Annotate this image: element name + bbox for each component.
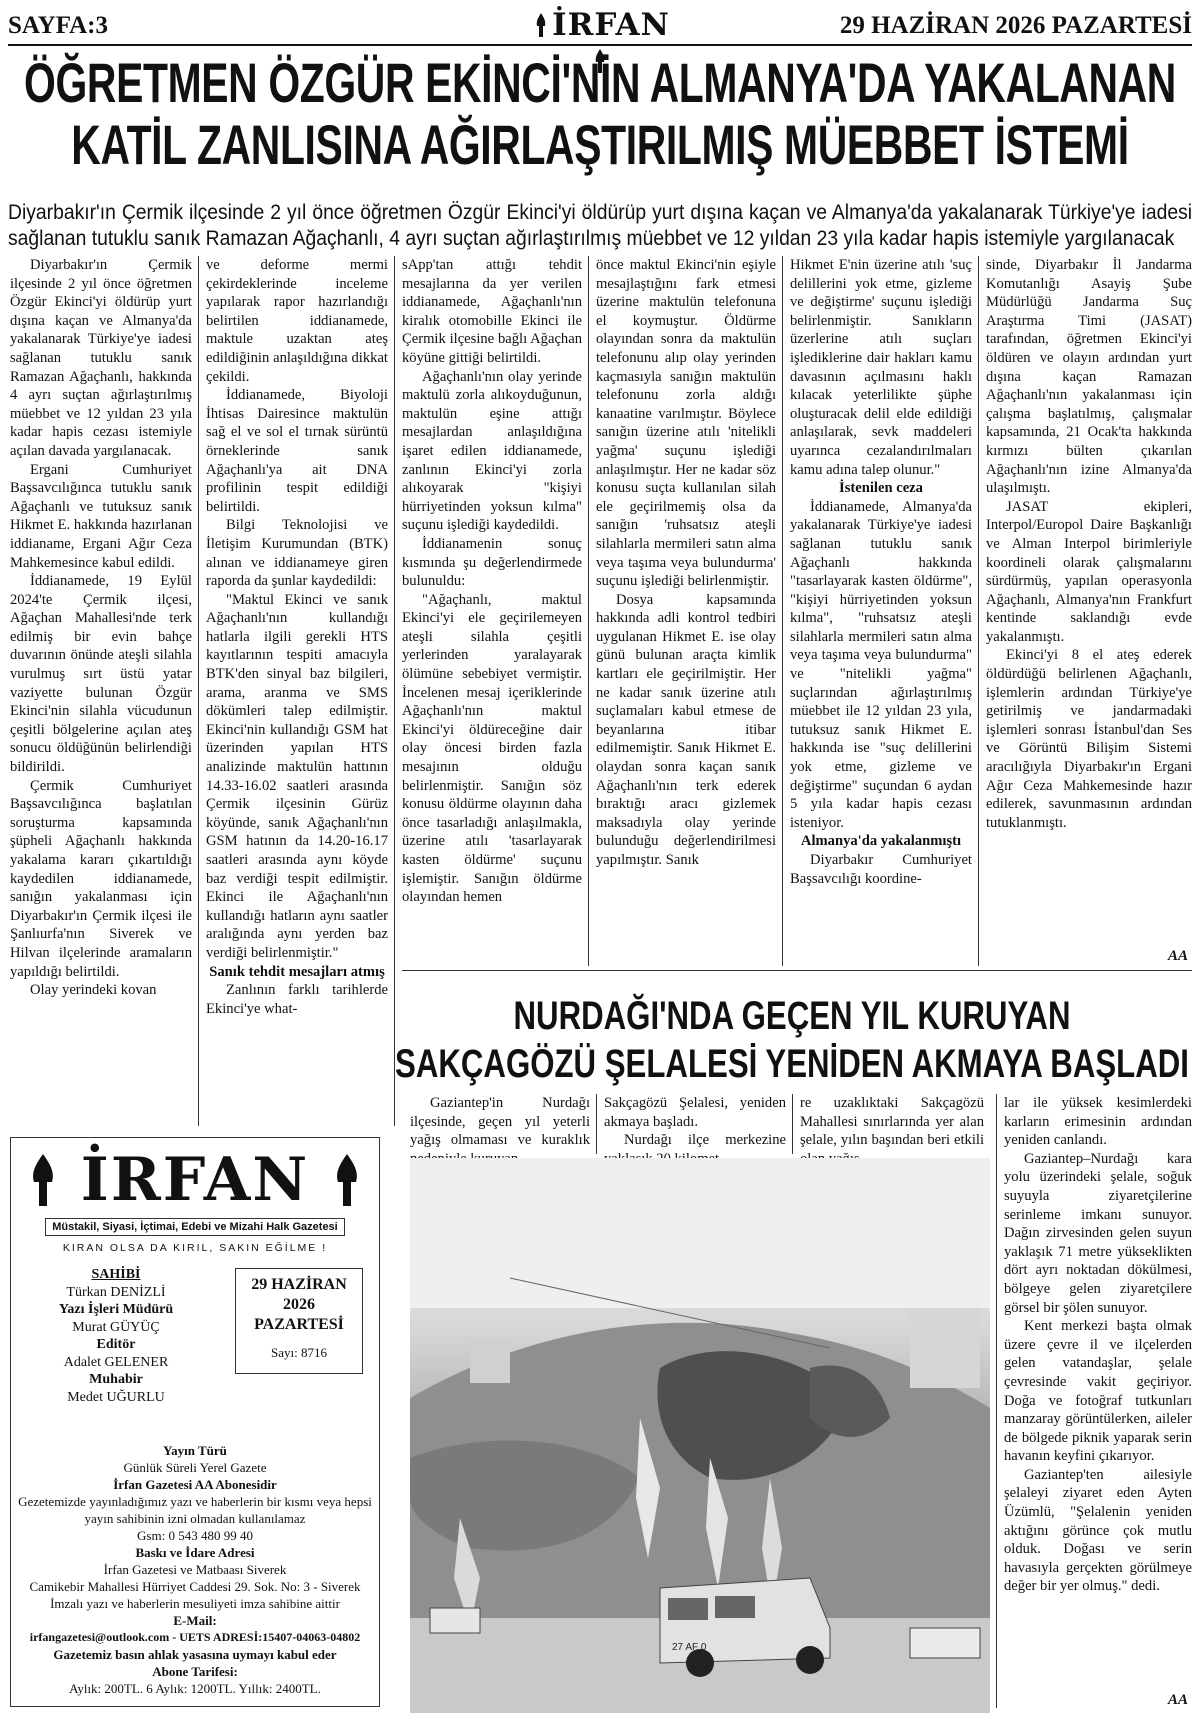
print-line-2: Camikebir Mahallesi Hürriyet Caddesi 29. Sok. No: 3 - Siverek [29,1579,361,1594]
page-number: SAYFA:3 [8,12,109,39]
reporter-name: Medet UĞURLU [67,1389,165,1405]
subheading: Almanya'da yakalanmıştı [800,833,962,850]
subscription-rates: Aylık: 200TL. 6 Aylık: 1200TL. Yıllık: 2400TL. [69,1681,321,1696]
article1-column-5 [790,256,972,966]
paragraph: sinde, Diyarbakır İl Jandarma Komutanlığı Asayiş Şube Müdürlüğü Jandarma Suç Araştırma Timi (JASAT) tarafından, öğretmen Ekinci'yi öldüren ve olayın ardından yurt dışına kaçan Ramazan Ağaçhanlı'nın yakalanması için çalışma başlatılmış, çalışmalar kapsamında, 21 Ocak'ta hakkında kırmızı bülten çıkarılan Ağaçhanlı'nın izine Almanya'da ulaşılmıştı. [986,257,1192,497]
imprint-logo [11,1145,379,1215]
imprint-box [10,1137,380,1707]
aa-subscriber: İrfan Gazetesi AA Abonesidir [113,1477,277,1492]
paragraph: Dosya kapsamında hakkında adli kontrol tedbiri uygulanan Hikmet E. ise olay günü bulunan araçta kimlik kartları ele geçirilmiştir. Her ne kadar sanık üzerine atılı suçlamaları kabul etmese de beyanlarına itibar edilmemiştir. Sanık Hikmet E. olaydan sonra kaçan sanık Ağaçhanlı'nın terk ederek bıraktığı aracı gizlemek maksadıyla olay yerinde bulunduğu değerlendirilmesi yapılmıştır. Sanık [596,591,776,868]
paragraph: lar ile yüksek kesimlerdeki karların erimesinin ardından yeniden canlandı. [1004,1095,1192,1149]
owner-name: Türkan DENİZLİ [66,1284,166,1300]
column-rule [996,1094,997,1708]
vehicle-plate-text: 27 AF 0 [672,1642,707,1653]
print-label: Baskı ve İdare Adresi [135,1545,255,1560]
column-rule [596,1094,597,1154]
article2-column-3 [800,1094,984,1156]
article-divider [402,970,1192,971]
subheading: Sanık tehdit mesajları atmış [209,963,385,980]
article1-deck-text: Diyarbakır'ın Çermik ilçesinde 2 yıl önce öğretmen Özgür Ekinci'yi öldürüp yurt dışına kaçan ve Almanya'da yakalanarak Türkiye'ye iadesi sağlanan tutuklu sanık Ramazan Ağaçhanlı, 4 ayrı suçtan ağırlaştırılmış müebbet ve 12 yıldan 23 yıla kadar hapis istemiyle yargılanacak [8,201,1193,250]
article1-column-2 [206,256,388,1126]
torch-icon [28,1154,58,1206]
imprint-staff [11,1266,221,1406]
article1-column-6 [986,256,1192,950]
print-line-1: İrfan Gazetesi ve Matbaası Siverek [103,1562,287,1577]
article1-headline [24,51,1176,176]
editor-label: Yazı İşleri Müdürü [58,1302,174,1317]
paragraph: Sakçagözü Şelalesi, yeniden akmaya başladı. [604,1095,786,1130]
article2-headline [395,992,1189,1088]
article1-signature: AA [1168,948,1189,964]
email-address: irfangazetesi@outlook.com - UETS ADRESİ:15407-04063-04802 [29,1630,361,1644]
paragraph: İddianamede, Almanya'da yakalanarak Türkiye'ye iadesi sağlanan tutuklu sanık Ağaçhanlı hakkında "tasarlayarak kasten öldürme", "kişiyi hürriyetinden yoksun kılma", "ruhsatsız ateşli silahlarla mermileri satın alma veya taşıma veya bulundurma" ve "nitelikli yağma" suçlarından ağırlaştırılmış müebbet ile 12 yıldan 23 yıla, tutuksuz sanık Hikmet E. hakkında ise "suç delillerini yok etme, gizleme ve değiştirme" suçundan 6 aydan 5 yıla kadar hapis cezası isteniyor. [790,498,972,831]
paragraph: ve deforme mermi çekirdeklerinde inceleme yapılarak rapor hazırlandığı belirtilen iddianamede, maktule uzaktan ateş edildiğinin anlaşıldığına dikkat çekildi. [206,257,388,385]
paragraph: Olay yerindeki kovan [30,982,157,999]
article2-column-4 [1004,1094,1192,1690]
article1-column-1 [10,256,192,1126]
article1-headline-line2: KATİL ZANLISINA AĞIRLAŞTIRILMIŞ MÜEBBET İSTEMİ [71,112,1129,176]
imprint-datebox [235,1268,363,1374]
article2-signature: AA [1168,1692,1189,1708]
paragraph: Ağaçhanlı'nın olay yerinde maktulü zorla alıkoyduğunun, maktulün eşine attığı mesajlardan anlaşıldığına işaret edilen iddianamede, zanlının Ekinci'yi zorla alıkoyarak "kişiyi hürriyetinden yoksun kılma" suçunu işlediği kaydedildi. [402,368,582,534]
paragraph: İddianamede, 19 Eylül 2024'te Çermik ilçesi, Ağaçhan Mahallesi'nde terk edilmiş bir evin bahçe duvarının önünde ateşli silahla vurulmuş sırt üstü yatar vaziyette bulunan Özgür Ekinci'nin silahla vücudunun çeşitli bölgelerine açılan ateş sonucu öldüğünün belirlendiği bildirildi. [10,573,192,776]
column-rule [198,256,199,1126]
paragraph: Çermik Cumhuriyet Başsavcılığınca başlatılan soruşturma kapsamında şüpheli Ağaçhanlı hakkında yakalama kararı çıkartıldığı kaydedilen iddianamede, sanığın yakalanması için Diyarbakır'ın Çermik ilçesi ile Şanlıurfa'nın Siverek ve Hilvan ilçelerinde aramaların yapıldığı belirtildi. [10,777,192,980]
date-day-month: 29 HAZİRAN [251,1276,347,1293]
paragraph: Ergani Cumhuriyet Başsavcılığınca tutuklu sanık Ağaçhanlı ve tutuksuz sanık Hikmet E. hakkında hazırlanan iddianame, Ergani Ağır Ceza Mahkemesince kabul edildi. [10,461,192,571]
article2-column-1 [410,1094,590,1156]
date-year: 2026 [283,1296,315,1313]
date-weekday: PAZARTESİ [254,1316,344,1333]
paragraph: sApp'tan attığı tehdit mesajlarına da yer verilen iddianamede, Ağaçhanlı'nın kiralık otomobille Ekinci ile Çermik ilçesine bağlı Ağaçhan köyüne gittiği belirtildi. [402,257,582,366]
email-label: E-Mail: [173,1613,217,1628]
subscription-label: Abone Tarifesi: [152,1664,238,1679]
masthead [8,6,1192,46]
imprint-motto: KIRAN OLSA DA KIRIL, SAKIN EĞİLME ! [62,1242,328,1254]
editor-name: Murat GÜYÜÇ [72,1319,160,1335]
paragraph: Diyarbakır'ın Çermik ilçesinde 2 yıl önce öğretmen Özgür Ekinci'yi öldürüp yurt dışına kaçan ve Almanya'da yakalanarak Türkiye'ye iadesi sağlanan tutuklu sanık Ramazan Ağaçhanlı, hakkında 4 ayrı suçtan ağırlaştırılmış müebbet ve 12 yıldan 23 yıla kadar hapis cezası istemiyle açılan davada yargılanacak. [10,257,192,459]
ethics-statement: Gazetemiz basın ahlak yasasına uymayı kabul eder [53,1647,337,1662]
column-rule [782,256,783,966]
paragraph: JASAT ekipleri, Interpol/Europol Daire Başkanlığı ve Alman Interpol birimleriyle koordineli olarak çalışmalarını sürdürmüş, yapılan operasyonla Ağaçhanlı, Almanya'nın Frankfurt kentinde saklandığı evde yakalanmıştı. [986,498,1192,645]
paragraph: Hikmet E'nin üzerine atılı 'suç delillerini yok etme, gizleme ve değiştirme' suçunu işlediği belirlenmiştir. Sanıkların üzerlerine atılı suçları işlediklerine dair hakları kamu davasının açılmasını haklı kılacak yeterlilikte şüphe oluşturacak delil elde edildiği anlaşılarak, sevk maddeleri uyarınca cezalandırılmaları kamu adına talep olunur." [790,257,972,478]
waterfall-photo [410,1158,990,1713]
paragraph: İddianamenin sonuç kısmında şu değerlendirmede bulunuldu: [402,535,582,590]
imprint-info [17,1442,373,1697]
article1-column-3 [402,256,582,966]
masthead-date: 29 HAZİRAN 2026 PAZARTESİ [839,12,1192,39]
paragraph: Nurdağı ilçe merkezine [624,1132,786,1149]
paragraph: Gaziantep'in Nurdağı ilçesinde, geçen yıl yeterli yağış olmaması ve kuraklık [410,1095,590,1149]
paragraph: "Maktul Ekinci ve sanık Ağaçhanlı'nın kullandığı hatlarla ilgili gerekli HTS kayıtlarının tespiti amacıyla BTK'den sinyal baz bilgileri, arama, aranma ve SMS dökümleri talep edilmiştir. Ekinci'nin kullandığı GSM hat üzerinden yapılan HTS analizinde maktulün hattının 14.33-16.02 saatleri arasında Çermik ilçesinin Gürüz köyünde, sanık Ağaçhanlı'nın GSM hatının da 14.20-16.17 saatleri arasında aynı köyde baz verdiği tespit edilmiştir. Ekinci ile Ağaçhanlı'nın kullandığı hatların aynı saatler aralığında aynı yerden baz verdiği belirlenmiştir." [206,591,388,961]
print-line-3: İmzalı yazı ve haberlerin mesuliyeti imza sahibine aittir [50,1596,340,1611]
paragraph: Zanlının farklı tarihlerde Ekinci'ye what- [206,982,388,1017]
paragraph: Bilgi Teknolojisi ve İletişim Kurumundan (BTK) alınan ve iddianameye giren raporda da şunlar kaydedildi: [206,517,388,590]
paragraph: Gaziantep–Nurdağı kara yolu üzerindeki şelale, soğuk suyuyla ziyaretçilerine serinleme imkanı sunuyor. Dağın zirvesinden gelen suyun yaklaşık 71 metre yükseklikten dört ayrı noktadan dökülmesi, bölgeye gelen ziyaretçilere görsel bir şölen sunuyor. [1004,1150,1192,1316]
paragraph: Gaziantep'ten ailesiyle şelaleyi ziyaret eden Ayten Üzümlü, "Şelalenin yeniden aktığını görünce çok mutlu olduk. Doğası ve serin havasıyla gerçekten görülmeye değer bir yer olmuş." dedi. [1004,1466,1192,1595]
article1-column-4 [596,256,776,966]
type-value: Günlük Süreli Yerel Gazete [123,1460,267,1475]
paragraph: Diyarbakır Cumhuriyet Başsavcılığı koordine- [790,852,972,887]
masthead-logo-text: İRFAN [552,7,670,43]
article2-column-2 [604,1094,786,1156]
torch-icon [332,1154,362,1206]
article2-headline-line2: SAKÇAGÖZÜ ŞELALESİ YENİDEN AKMAYA BAŞLADI [395,1042,1189,1086]
edit-name: Adalet GELENER [63,1354,169,1370]
article1-deck [8,200,1193,252]
paragraph: "Ağaçhanlı, maktul Ekinci'yi ele geçirilemeyen ateşli silahla çeşitli yerlerinden yaralayarak ölümüne sebebiyet vermiştir. İncelenen mesaj içeriklerinde Ağaçhanlı'nın maktul Ekinci'yi öldüreceğine dair olay öncesi birden fazla mesajının olduğu belirlenmiştir. Sanığın söz konusu öldürme olayının daha önce tasarladığı anlaşılmakla, üzerine atılı 'tasarlayarak kasten öldürme' suçunu işlemiştir. Sanığın öldürme olayından hemen [402,591,582,906]
paragraph: re uzaklıktaki Sakçagözü Mahallesi sınırlarında yer alan şelale, yılın başından beri etkili [800,1095,984,1149]
reporter-label: Muhabir [89,1372,143,1387]
column-rule [978,256,979,966]
imprint-logo-text: İRFAN [80,1145,310,1215]
type-label: Yayın Türü [163,1443,227,1458]
waterfall-photo-illustration [410,1158,990,1713]
gsm-number: Gsm: 0 543 480 99 40 [137,1528,253,1543]
copyright-notice: Gezetemizde yayınladığımız yazı ve haberlerin bir kısmı veya hepsi yayın sahibinin izni olmadan kullanılamaz [18,1494,372,1526]
issue-number: Sayı: 8716 [271,1345,327,1360]
paragraph: Ekinci'yi 8 el ateş ederek öldürdüğü belirlenen Ağaçhanlı, işlemlerin ardından Türkiye'ye getirilmiş ve jandarmadaki işlemleri sonrası İstanbul'dan Ses ve Görüntü Bilişim Sistemi aracılığıyla Diyarbakır'ın Ergani Ağır Ceza Mahkemesinde hazır edilerek, savunmasının ardından tutuklanmıştı. [986,647,1192,831]
article2-headline-line1: NURDAĞI'NDA GEÇEN YIL KURUYAN [513,994,1071,1038]
owner-label: SAHİBİ [91,1267,141,1282]
column-rule [792,1094,793,1154]
paragraph: önce maktul Ekinci'nin eşiyle mesajlaştığını fark etmesi üzerine maktulün telefonuna el koymuştur. Öldürme olayından sonra da maktulün telefonunu alıp olay yerinden kaçmasıyla sanığın maktulün telefonunu zorla aldığı kanaatine varılmıştır. Böylece sanığın üzerine atılı 'nitelikli yağma' suçunu işlediği anlaşılmıştır. Her ne kadar söz konusu suçta kullanılan silah ele geçirilmemiş olsa da sanığın 'ruhsatsız ateşli silahlarla mermileri satın alma veya taşıma veya bulundurma' suçunu işlediği belirlenmiştir. [596,257,776,590]
column-rule [588,256,589,966]
imprint-tagline: Müstakil, Siyasi, İçtimai, Edebi ve Mizahi Halk Gazetesi [45,1218,345,1236]
paragraph: Kent merkezi başta olmak üzere çevre il ve ilçelerden gelen vatandaşlar, şelale çevresinde vakit geçiriyor. Doğa ve fotoğraf tutkunları manzaray görüntülerken, aileler de bölgede piknik yaparak serin havanın keyfini çıkarıyor. [1004,1318,1192,1465]
torch-icon [534,13,548,37]
edit-label: Editör [96,1337,136,1352]
paragraph: İddianamede, Biyoloji İhtisas Dairesince maktulün sağ el ve sol el tırnak sürüntü örneklerinde sanık Ağaçhanlı'ya ait DNA profilinin tespit edildiği belirtildi. [206,387,388,515]
subheading: İstenilen ceza [839,480,923,497]
article1-headline-line1: ÖĞRETMEN ÖZGÜR EKİNCİ'NİN ALMANYA'DA YAKALANAN [24,51,1176,114]
